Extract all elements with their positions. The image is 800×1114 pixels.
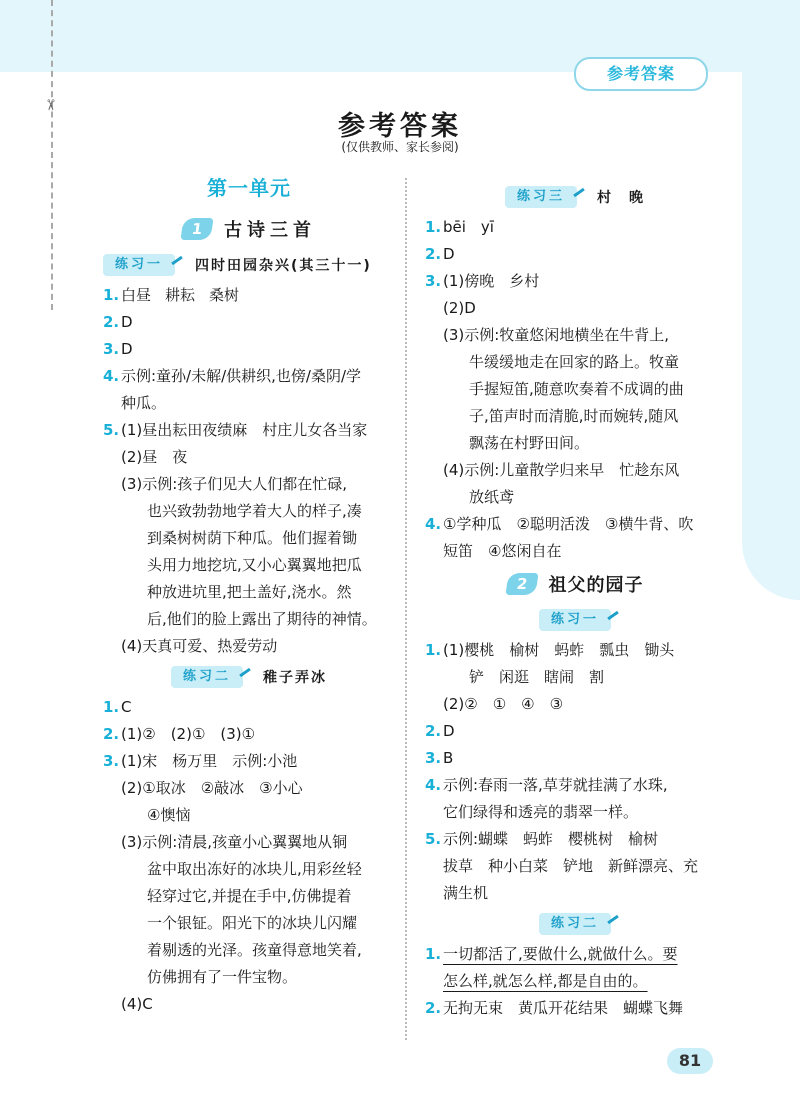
answer-text: 白昼: [121, 286, 152, 304]
right-column: [425, 180, 725, 1022]
answer-line: [425, 637, 725, 664]
answer-number: 4.: [425, 515, 442, 533]
answer-text: 示例:蝴蝶 蚂蚱 樱桃树 榆树: [443, 830, 659, 848]
answer-subitem: (2)D: [443, 299, 476, 317]
unit-title: 第一单元: [207, 176, 291, 200]
answer-line: [103, 282, 395, 309]
answer-continuation: 种放进坑里,把土盖好,浇水。然: [147, 583, 352, 601]
exercise-heading: [103, 660, 395, 694]
answer-text: 一切都活了,要做什么,就做什么。要: [443, 945, 678, 963]
left-column: [103, 170, 395, 1018]
answer-continuation: 仿佛拥有了一件宝物。: [147, 968, 298, 986]
answer-continuation: [425, 968, 725, 995]
answer-number: 2.: [425, 722, 442, 740]
exercise-badge: 练习一: [539, 609, 611, 631]
answer-continuation: 头用力地挖坑,又小心翼翼地把瓜: [147, 556, 362, 574]
answer-line: [103, 363, 395, 390]
answer-number: 2.: [103, 725, 120, 743]
answer-text: 怎么样,就怎么样,都是自由的。: [443, 972, 648, 990]
answer-text: D: [443, 245, 455, 263]
page-number: 81: [667, 1048, 713, 1074]
answer-line: [103, 417, 395, 444]
answer-text: C: [121, 698, 132, 716]
answer-subitem: (2)昼 夜: [121, 448, 188, 466]
answer-text: (1)傍晚 乡村: [443, 272, 540, 290]
answer-line: [425, 745, 725, 772]
cut-line: [51, 0, 53, 310]
lesson-title: 祖父的园子: [548, 575, 644, 596]
answer-text: 示例:童孙/未解/供耕织,也傍/桑阴/学: [121, 367, 362, 385]
answer-text: D: [121, 340, 133, 358]
answer-text: 耕耘: [165, 286, 196, 304]
answer-line: [103, 336, 395, 363]
answer-number: 4.: [103, 367, 120, 385]
answer-line: [103, 694, 395, 721]
answer-continuation: 拔草 种小白菜 铲地 新鲜漂亮、充: [443, 857, 699, 875]
answer-continuation: 种瓜。: [121, 394, 167, 412]
answer-text: 无拘无束 黄瓜开花结果 蝴蝶飞舞: [443, 999, 684, 1017]
lesson-title: 古诗三首: [224, 220, 316, 241]
answer-continuation: 也兴致勃勃地学着大人的样子,凑: [147, 502, 362, 520]
exercise-badge: 练习二: [171, 666, 243, 688]
exercise-title: 四时田园杂兴(其三十一): [195, 258, 372, 274]
exercise-heading: [425, 180, 725, 214]
answer-number: 1.: [425, 945, 442, 963]
answer-text: (1)② (2)① (3)①: [121, 725, 256, 743]
column-divider: [405, 178, 407, 1040]
answer-line: [425, 826, 725, 853]
answer-continuation: 铲 闲逛 瞎闹 割: [469, 668, 605, 686]
answer-subitem: (2)② ① ④ ③: [443, 695, 564, 713]
answer-number: 3.: [103, 340, 120, 358]
exercise-badge: 练习一: [103, 254, 175, 276]
answer-line: [425, 214, 725, 241]
answer-continuation: 短笛 ④悠闲自在: [443, 542, 562, 560]
page-subtitle: (仅供教师、家长参阅): [341, 140, 459, 154]
exercise-heading: [103, 248, 395, 282]
answer-subitem: (3)示例:清晨,孩童小心翼翼地从铜: [121, 833, 348, 851]
answer-continuation: 盆中取出冻好的冰块儿,用彩丝轻: [147, 860, 362, 878]
answer-text: (1)樱桃 榆树 蚂蚱 瓢虫 锄头: [443, 641, 675, 659]
answer-number: 2.: [425, 999, 442, 1017]
exercise-badge: 练习三: [505, 186, 577, 208]
answer-continuation: 子,笛声时而清脆,时而婉转,随风: [469, 407, 679, 425]
answer-line: [103, 309, 395, 336]
answer-line: [103, 721, 395, 748]
answer-line: [425, 268, 725, 295]
answer-text: (1)宋 杨万里 示例:小池: [121, 752, 298, 770]
corner-tag: 参考答案: [574, 57, 708, 91]
answer-continuation: ④懊恼: [147, 806, 191, 824]
answer-continuation: 着剔透的光泽。孩童得意地笑着,: [147, 941, 362, 959]
answer-subitem: (3)示例:孩子们见大人们都在忙碌,: [121, 475, 348, 493]
scissors-icon: ✂: [41, 98, 60, 112]
answer-subitem: (4)示例:儿童散学归来早 忙趁东风: [443, 461, 680, 479]
answer-text: (1)昼出耘田夜绩麻 村庄儿女各当家: [121, 421, 368, 439]
answer-number: 1.: [425, 641, 442, 659]
exercise-title: 稚子弄冰: [263, 670, 327, 686]
answer-number: 3.: [425, 749, 442, 767]
answer-continuation: 到桑树树荫下种瓜。他们握着锄: [147, 529, 358, 547]
exercise-heading: [425, 603, 725, 637]
answer-continuation: 放纸鸢: [469, 488, 515, 506]
exercise-title: 村 晚: [597, 190, 645, 206]
answer-number: 1.: [425, 218, 442, 236]
answer-text: B: [443, 749, 454, 767]
answer-line: [103, 748, 395, 775]
answer-number: 2.: [425, 245, 442, 263]
exercise-heading: [425, 907, 725, 941]
answer-number: 4.: [425, 776, 442, 794]
answer-number: 3.: [103, 752, 120, 770]
answer-number: 1.: [103, 698, 120, 716]
lesson-heading: [103, 210, 395, 248]
answer-continuation: 满生机: [443, 884, 489, 902]
answer-number: 2.: [103, 313, 120, 331]
answer-subitem: (3)示例:牧童悠闲地横坐在牛背上,: [443, 326, 670, 344]
answer-continuation: 它们绿得和透亮的翡翠一样。: [443, 803, 639, 821]
page-title: 参考答案: [338, 111, 462, 142]
answer-number: 5.: [103, 421, 120, 439]
answer-number: 3.: [425, 272, 442, 290]
answer-text: ①学种瓜 ②聪明活泼 ③横牛背、吹: [443, 515, 694, 533]
answer-line: [425, 772, 725, 799]
answer-text: 示例:春雨一落,草芽就挂满了水珠,: [443, 776, 668, 794]
answer-continuation: 牛缓缓地走在回家的路上。牧童: [469, 353, 680, 371]
answer-text: D: [443, 722, 455, 740]
answer-line: [425, 241, 725, 268]
exercise-badge: 练习二: [539, 913, 611, 935]
lesson-number-badge: 1: [180, 218, 213, 240]
answer-continuation: 手握短笛,随意吹奏着不成调的曲: [469, 380, 684, 398]
answer-subitem: (4)天真可爱、热爱劳动: [121, 637, 278, 655]
answer-line: [425, 511, 725, 538]
answer-subitem: (2)①取冰 ②敲冰 ③小心: [121, 779, 303, 797]
answer-text: bēi yī: [443, 218, 494, 236]
answer-line: [425, 995, 725, 1022]
answer-continuation: 轻穿过它,并提在手中,仿佛提着: [147, 887, 352, 905]
answer-subitem: (4)C: [121, 995, 153, 1013]
lesson-heading: [425, 565, 725, 603]
answer-number: 1.: [103, 286, 120, 304]
answer-number: 5.: [425, 830, 442, 848]
answer-text: D: [121, 313, 133, 331]
answer-continuation: 一个银钲。阳光下的冰块儿闪耀: [147, 914, 358, 932]
answer-text: 桑树: [209, 286, 240, 304]
answer-line: [425, 718, 725, 745]
lesson-number-badge: 2: [505, 573, 538, 595]
answer-continuation: 飘荡在村野田间。: [469, 434, 590, 452]
answer-continuation: 后,他们的脸上露出了期待的神情。: [147, 610, 377, 628]
answer-line: [425, 941, 725, 968]
